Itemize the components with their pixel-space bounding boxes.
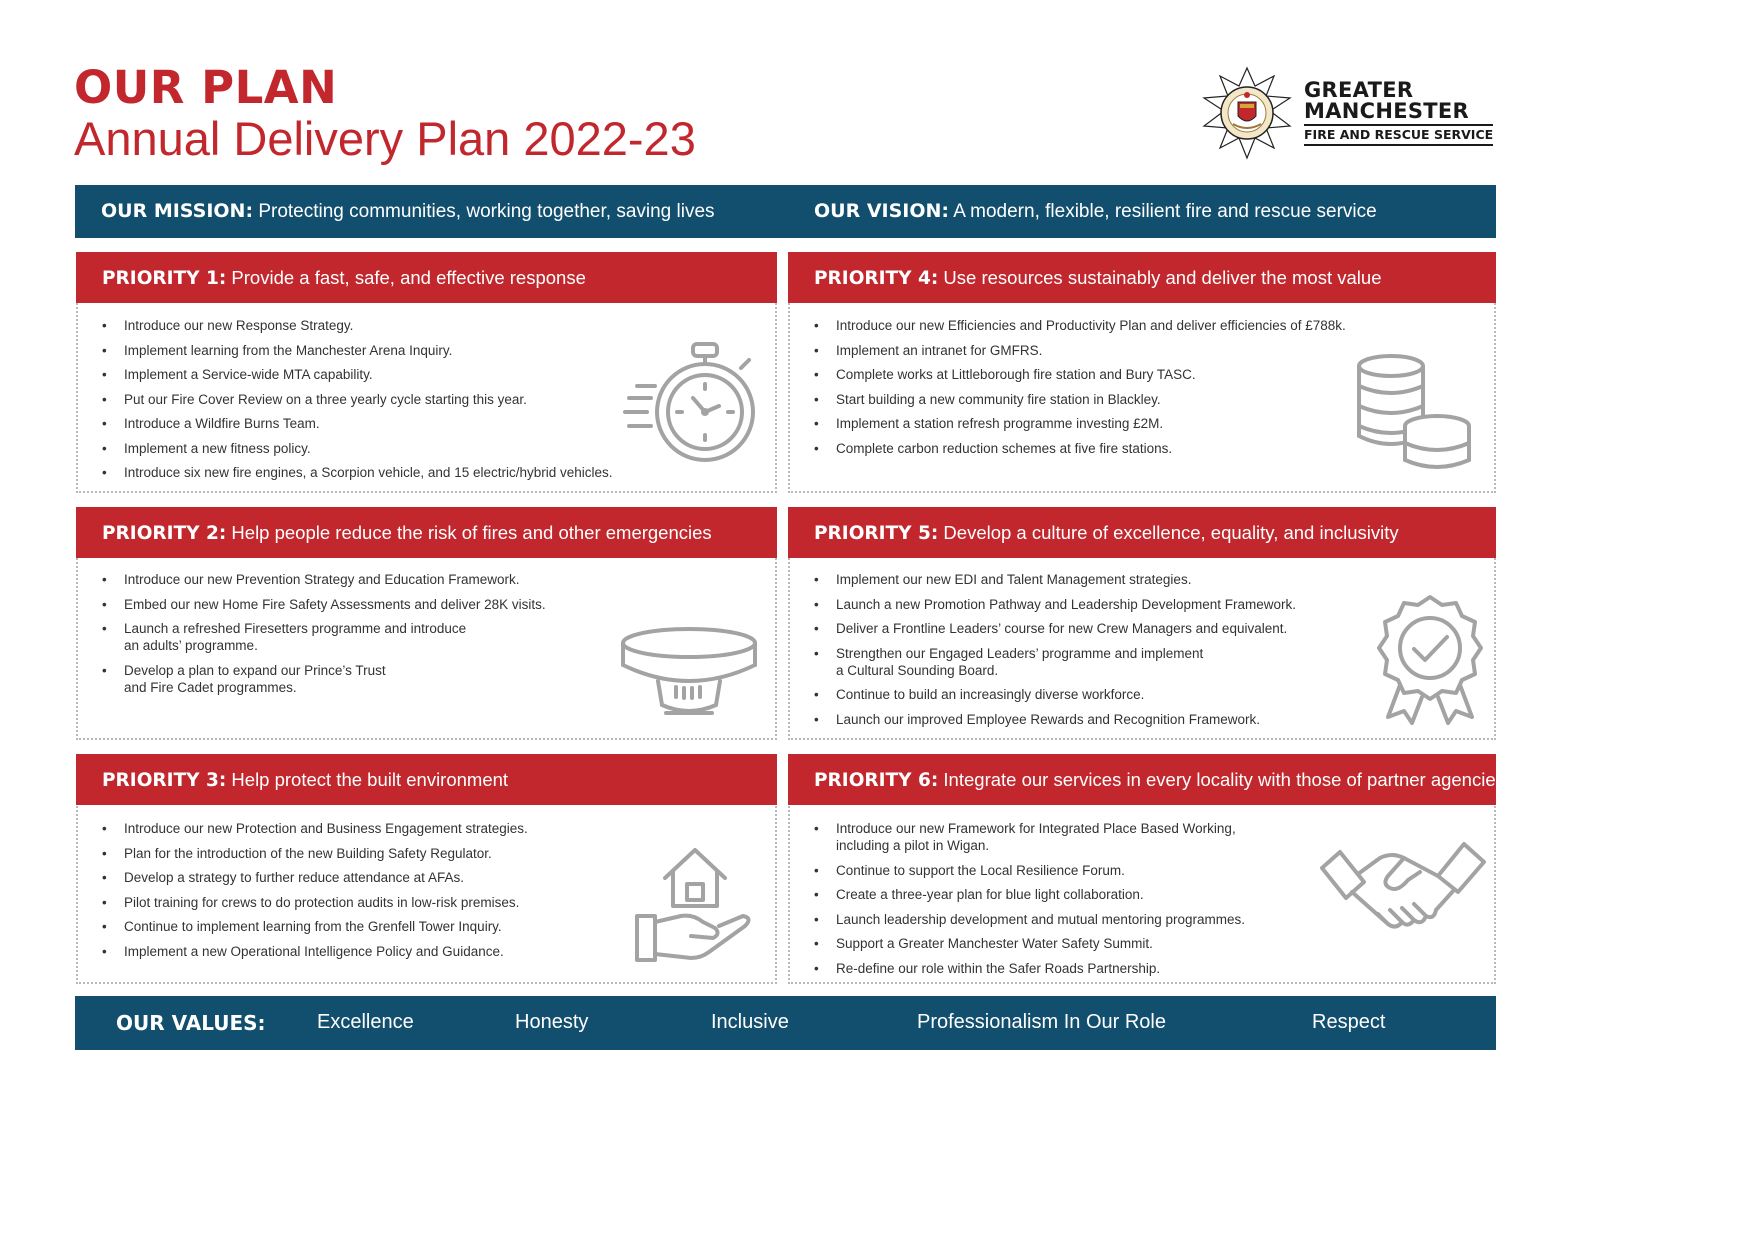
priority-label: PRIORITY 5: <box>814 523 939 544</box>
priority-4-panel <box>788 252 1496 493</box>
priority-label: PRIORITY 3: <box>102 770 227 791</box>
priority-6-panel <box>788 754 1505 984</box>
list-item: • Re-define our role within the Safer Roads Partnership. <box>814 960 1245 977</box>
list-item: • Implement a new Operational Intelligence Policy and Guidance. <box>102 943 528 960</box>
list-item: • Introduce a Wildfire Burns Team. <box>102 415 613 432</box>
priority-title: Use resources sustainably and deliver the most value <box>943 267 1382 288</box>
list-item: • Start building a new community fire station in Blackley. <box>814 391 1346 408</box>
list-item: • Pilot training for crews to do protection audits in low-risk premises. <box>102 894 528 911</box>
priority-1-list <box>102 317 613 489</box>
mission-statement <box>101 200 715 223</box>
list-item: • Introduce our new Framework for Integrated Place Based Working, including a pilot in Wigan. <box>814 820 1245 854</box>
list-item: • Continue to implement learning from the Grenfell Tower Inquiry. <box>102 918 528 935</box>
vision-statement <box>814 200 1377 223</box>
priority-label: PRIORITY 4: <box>814 268 939 289</box>
priority-label: PRIORITY 2: <box>102 523 227 544</box>
logo-text <box>1304 80 1493 146</box>
priority-2-header <box>76 507 777 558</box>
priority-5-panel <box>788 507 1496 740</box>
award-badge-icon <box>1370 593 1490 727</box>
list-item: • Embed our new Home Fire Safety Assessments and deliver 28K visits. <box>102 596 522 613</box>
priority-4-list <box>814 317 1346 464</box>
priority-1-header <box>76 252 777 303</box>
list-item: • Put our Fire Cover Review on a three yearly cycle starting this year. <box>102 391 613 408</box>
list-item: • Implement a new fitness policy. <box>102 440 613 457</box>
logo-line-1: GREATER <box>1304 78 1414 102</box>
list-item: • Implement an intranet for GMFRS. <box>814 342 1346 359</box>
priority-2-panel <box>76 507 777 740</box>
mission-vision-band <box>75 185 1496 238</box>
logo-line-2: MANCHESTER <box>1304 99 1470 123</box>
list-item: • Implement learning from the Manchester Arena Inquiry. <box>102 342 613 359</box>
priority-3-list <box>102 820 528 967</box>
list-item: • Deliver a Frontline Leaders’ course for new Crew Managers and equivalent. <box>814 620 1296 637</box>
list-item: • Strengthen our Engaged Leaders’ programme and implement a Cultural Sounding Board. <box>814 645 1296 679</box>
list-item: • Continue to support the Local Resilience Forum. <box>814 862 1245 879</box>
list-item: • Implement a station refresh programme investing £2M. <box>814 415 1346 432</box>
priority-title: Integrate our services in every locality with those of partner agencies <box>943 769 1505 790</box>
value-honesty: Honesty <box>515 1011 589 1033</box>
page-subtitle: Annual Delivery Plan 2022-23 <box>74 112 696 165</box>
priority-4-header <box>788 252 1496 303</box>
list-item: • Complete works at Littleborough fire station and Bury TASC. <box>814 366 1346 383</box>
smoke-detector-icon <box>618 625 760 725</box>
priority-label: PRIORITY 6: <box>814 770 939 791</box>
priority-title: Help protect the built environment <box>231 769 509 790</box>
list-item: • Complete carbon reduction schemes at five fire stations. <box>814 440 1346 457</box>
list-item: • Launch our improved Employee Rewards and Recognition Framework. <box>814 711 1296 728</box>
list-item: • Support a Greater Manchester Water Safety Summit. <box>814 935 1245 952</box>
priority-1-panel <box>76 252 777 493</box>
value-inclusive: Inclusive <box>711 1011 789 1033</box>
priority-5-list <box>814 571 1296 735</box>
value-professionalism: Professionalism In Our Role <box>917 1011 1166 1033</box>
gmfrs-logo <box>1200 66 1493 160</box>
list-item: • Introduce our new Response Strategy. <box>102 317 613 334</box>
list-item: • Continue to build an increasingly diverse workforce. <box>814 686 1296 703</box>
priority-6-list <box>814 820 1245 984</box>
values-label: OUR VALUES: <box>116 1011 266 1035</box>
list-item: • Implement a Service-wide MTA capability. <box>102 366 613 383</box>
list-item: • Develop a strategy to further reduce attendance at AFAs. <box>102 869 528 886</box>
house-in-hand-icon <box>633 846 758 966</box>
list-item: • Introduce six new fire engines, a Scorpion vehicle, and 15 electric/hybrid vehicles. <box>102 464 613 481</box>
list-item: • Create a three-year plan for blue light collaboration. <box>814 886 1245 903</box>
priority-title: Provide a fast, safe, and effective response <box>231 267 586 288</box>
coins-icon <box>1355 352 1480 477</box>
vision-text: A modern, flexible, resilient fire and rescue service <box>953 201 1377 222</box>
vision-label: OUR VISION: <box>814 200 950 222</box>
mission-text: Protecting communities, working together, saving lives <box>258 201 715 222</box>
value-excellence: Excellence <box>317 1011 414 1033</box>
priority-6-header <box>788 754 1505 805</box>
list-item: • Introduce our new Protection and Business Engagement strategies. <box>102 820 528 837</box>
value-respect: Respect <box>1312 1011 1386 1033</box>
list-item: • Implement our new EDI and Talent Management strategies. <box>814 571 1296 588</box>
list-item: • Launch a new Promotion Pathway and Leadership Development Framework. <box>814 596 1296 613</box>
priority-3-panel <box>76 754 777 984</box>
priority-3-header <box>76 754 777 805</box>
priority-5-header <box>788 507 1496 558</box>
handshake-icon <box>1318 832 1488 942</box>
mission-label: OUR MISSION: <box>101 200 254 222</box>
list-item: • Plan for the introduction of the new Building Safety Regulator. <box>102 845 528 862</box>
logo-line-3: FIRE AND RESCUE SERVICE <box>1304 124 1493 146</box>
page-title: OUR PLAN <box>74 61 338 114</box>
priority-title: Develop a culture of excellence, equality, and inclusivity <box>943 522 1399 543</box>
values-band <box>75 996 1496 1050</box>
priority-2-list <box>102 571 546 703</box>
list-item: • Launch a refreshed Firesetters programme and introduce an adults’ programme. <box>102 620 522 654</box>
crest-icon <box>1200 66 1294 160</box>
list-item: • Launch leadership development and mutual mentoring programmes. <box>814 911 1245 928</box>
priority-title: Help people reduce the risk of fires and other emergencies <box>231 522 712 543</box>
stopwatch-icon <box>623 340 763 470</box>
title-block <box>74 62 696 166</box>
list-item: • Introduce our new Efficiencies and Productivity Plan and deliver efficiencies of £788k. <box>814 317 1346 334</box>
list-item: • Develop a plan to expand our Prince’s Trust and Fire Cadet programmes. <box>102 662 522 696</box>
list-item: • Introduce our new Prevention Strategy and Education Framework. <box>102 571 522 588</box>
priority-label: PRIORITY 1: <box>102 268 227 289</box>
